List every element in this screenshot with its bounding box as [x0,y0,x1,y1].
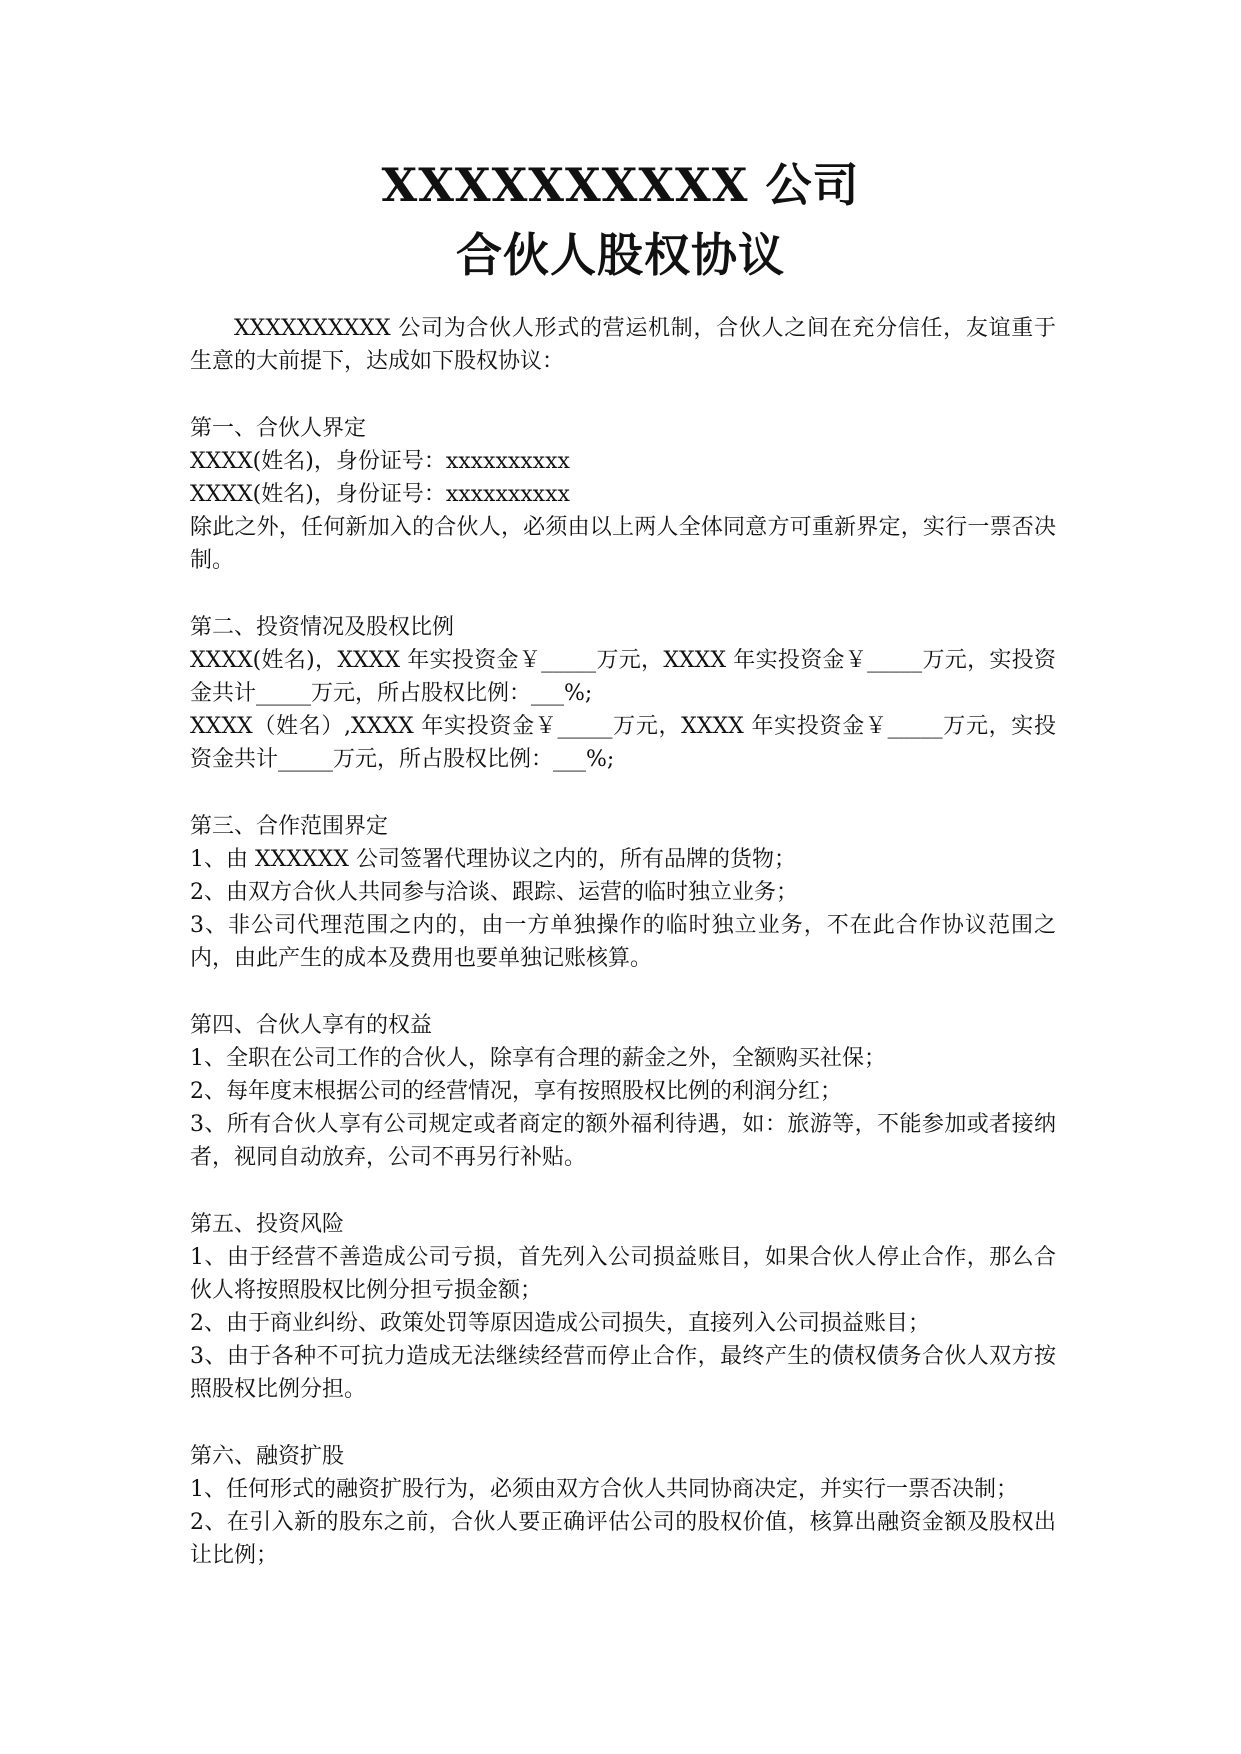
section-financing [190,1440,1056,1572]
section-line: XXXX(姓名)，身份证号：xxxxxxxxxx [190,449,570,474]
document-body [190,312,1056,1572]
section-investment [190,611,1056,776]
company-title: XXXXXXXXXX 公司 [381,158,860,212]
section-line: 除此之外，任何新加入的合伙人，必须由以上两人全体同意方可重新界定，实行一票否决制。 [190,515,1056,573]
section-line: 3、所有合伙人享有公司规定或者商定的额外福利待遇，如：旅游等，不能参加或者接纳者，视同自动放弃，公司不再另行补贴。 [190,1112,1056,1170]
section-line: 1、任何形式的融资扩股行为，必须由双方合伙人共同协商决定，并实行一票否决制； [190,1477,1018,1502]
section-line: 3、非公司代理范围之内的，由一方单独操作的临时独立业务，不在此合作协议范围之内，由此产生的成本及费用也要单独记账核算。 [190,913,1056,971]
section-partner-definition [190,412,1056,577]
section-investment-risk [190,1208,1056,1406]
section-heading: 第四、合伙人享有的权益 [190,1013,433,1038]
section-line: 1、由 XXXXXX 公司签署代理协议之内的，所有品牌的货物； [190,847,796,872]
section-line: XXXX(姓名)，XXXX 年实投资金￥_____万元，XXXX 年实投资金￥_____万元，实投资金共计_____万元，所占股权比例：___%; [190,648,1056,706]
section-line: 2、由双方合伙人共同参与洽谈、跟踪、运营的临时独立业务； [190,880,798,905]
section-heading: 第六、融资扩股 [190,1444,345,1469]
section-cooperation-scope [190,810,1056,975]
section-line: 2、由于商业纠纷、政策处罚等原因造成公司损失，直接列入公司损益账目； [190,1311,930,1336]
section-line: XXXX(姓名)，身份证号：xxxxxxxxxx [190,482,570,507]
section-line: 2、每年度末根据公司的经营情况，享有按照股权比例的利润分红； [190,1079,842,1104]
section-line: 1、全职在公司工作的合伙人，除享有合理的薪金之外，全额购买社保； [190,1046,886,1071]
document-title [0,150,1241,290]
section-partner-rights [190,1009,1056,1174]
agreement-title: 合伙人股权协议 [456,228,785,282]
section-heading: 第三、合作范围界定 [190,814,389,839]
section-line: 3、由于各种不可抗力造成无法继续经营而停止合作，最终产生的债权债务合伙人双方按照股权比例分担。 [190,1344,1056,1402]
section-heading: 第二、投资情况及股权比例 [190,615,455,640]
section-heading: 第一、合伙人界定 [190,416,367,441]
section-line: XXXX（姓名）,XXXX 年实投资金￥_____万元，XXXX 年实投资金￥_____万元，实投资金共计_____万元，所占股权比例：___%; [190,714,1056,772]
intro-paragraph: XXXXXXXXXX 公司为合伙人形式的营运机制，合伙人之间在充分信任，友谊重于生意的大前提下，达成如下股权协议： [190,316,1056,374]
section-line: 2、在引入新的股东之前，合伙人要正确评估公司的股权价值，核算出融资金额及股权出让比例； [190,1510,1056,1568]
section-heading: 第五、投资风险 [190,1212,345,1237]
section-line: 1、由于经营不善造成公司亏损，首先列入公司损益账目，如果合伙人停止合作，那么合伙人将按照股权比例分担亏损金额； [190,1245,1056,1303]
